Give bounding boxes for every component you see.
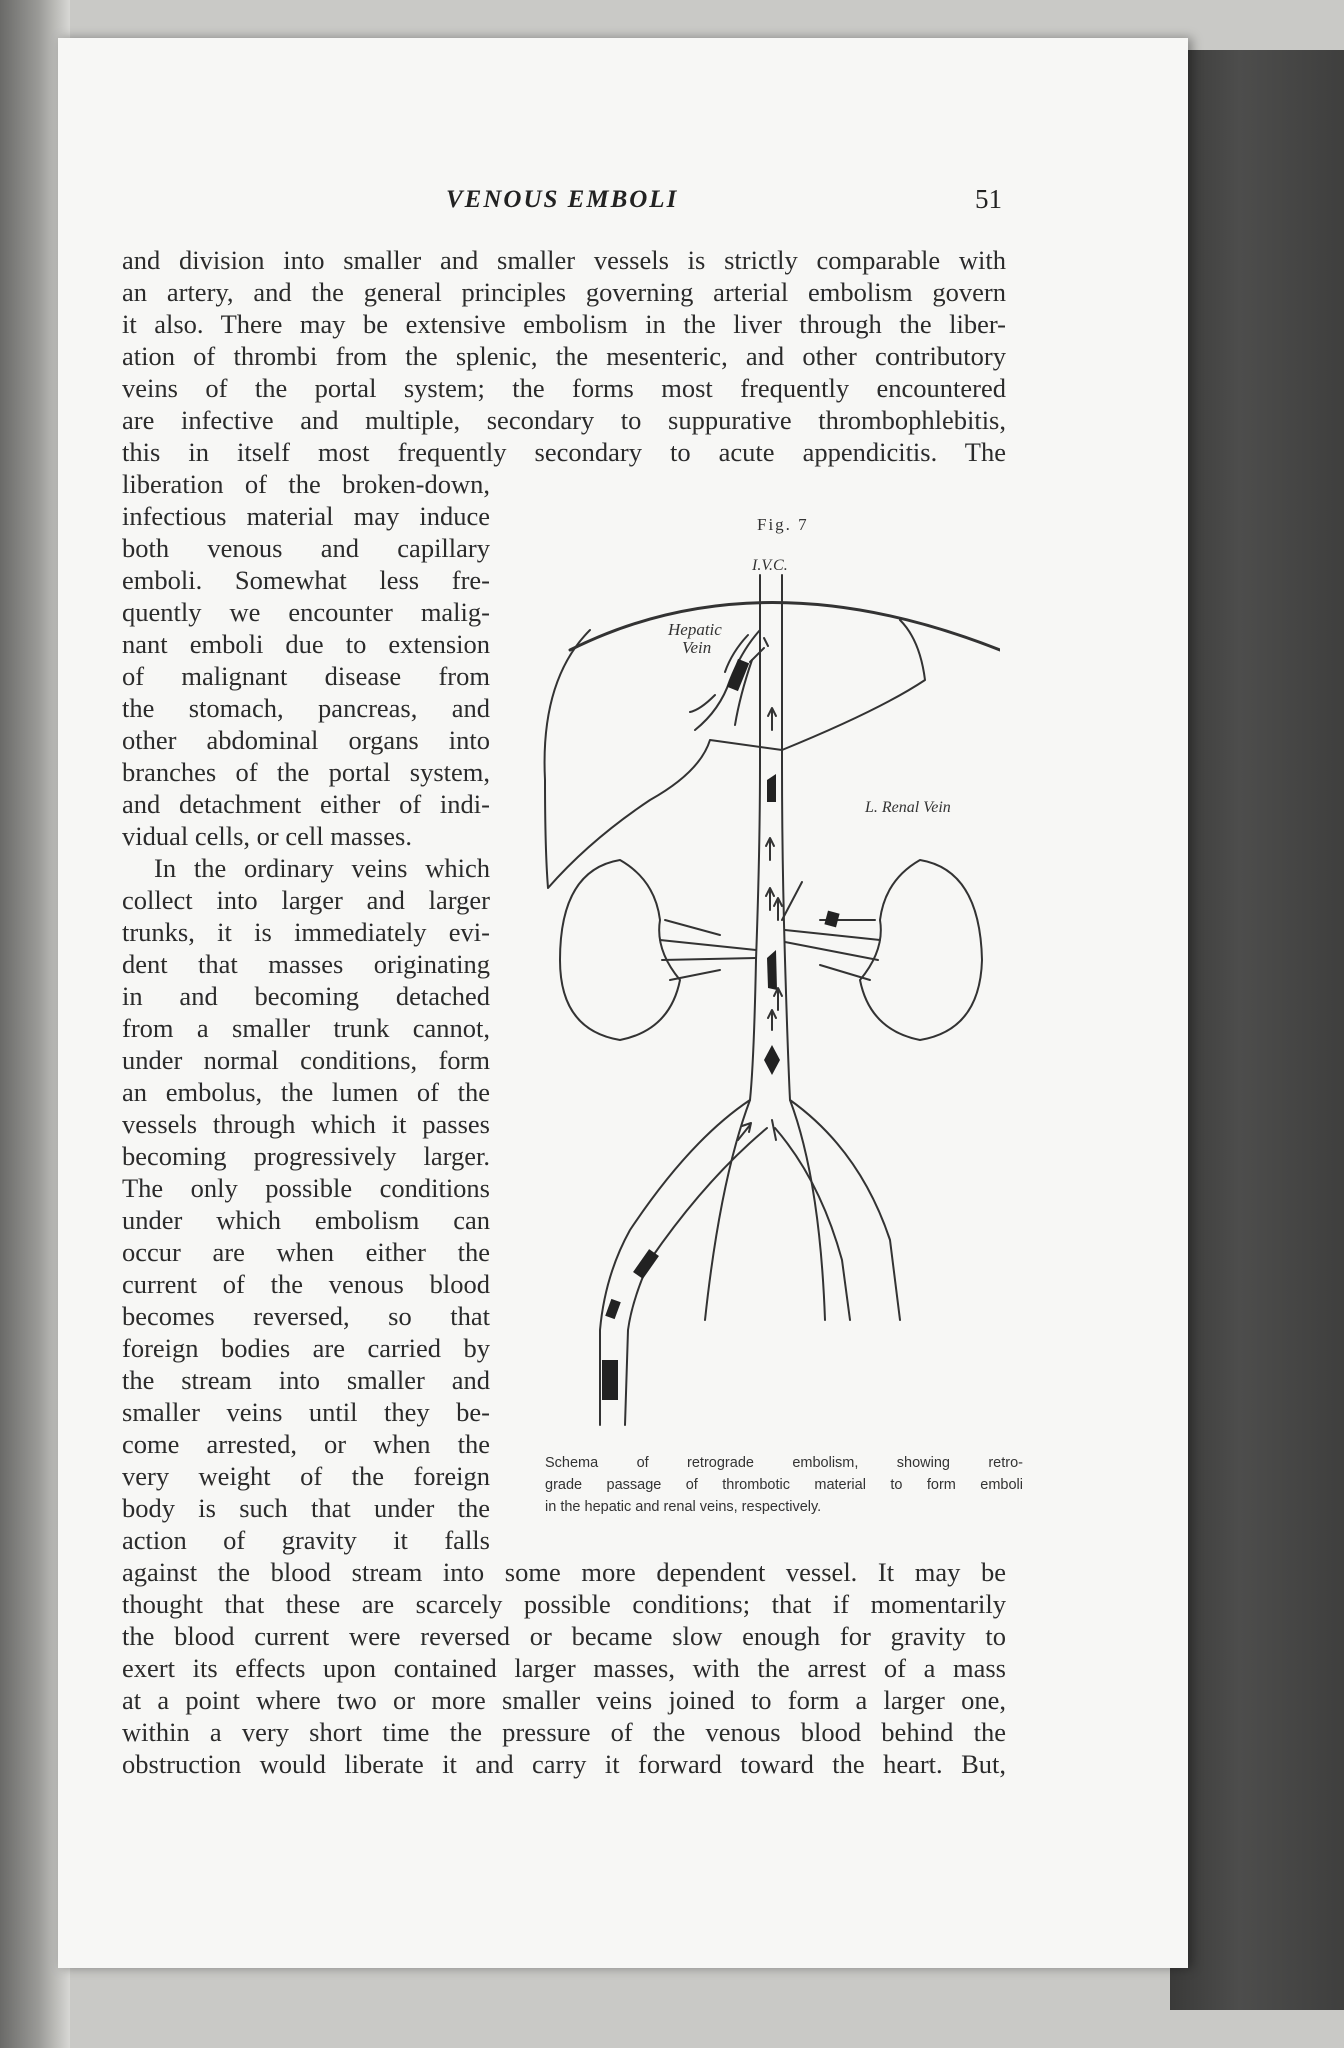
text-line: ation of thrombi from the splenic, the mesenteric, and other contributory <box>122 341 1006 371</box>
flow-arrow <box>768 1010 776 1030</box>
text-line: this in itself most frequently secondary to acute appendicitis. The <box>122 437 1006 467</box>
flow-arrow <box>774 988 782 1010</box>
flow-arrow <box>768 708 776 730</box>
text-line: quently we encounter malig- <box>122 597 490 627</box>
text-line: occur are when either the <box>122 1237 490 1267</box>
text-line: thought that these are scarcely possible conditions; that if momentarily <box>122 1589 1006 1619</box>
text-line: becoming progressively larger. <box>122 1141 490 1171</box>
text-line: current of the venous blood <box>122 1269 490 1299</box>
flow-arrow <box>766 838 774 860</box>
hepatic-embolus <box>727 659 749 691</box>
text-line: trunks, it is immediately evi- <box>122 917 490 947</box>
text-line: both venous and capillary <box>122 533 490 563</box>
text-line: in and becoming detached <box>122 981 490 1011</box>
figure-caption-line: in the hepatic and renal veins, respectively. <box>545 1499 822 1515</box>
text-line: obstruction would liberate it and carry it forward toward the heart. But, <box>122 1749 1006 1779</box>
text-line: nant emboli due to extension <box>122 629 490 659</box>
book-page-edges <box>1170 50 1344 2010</box>
label-hepatic-2: Vein <box>682 638 712 657</box>
right-kidney <box>560 860 680 1040</box>
text-line: an artery, and the general principles governing arterial embolism govern <box>122 277 1006 307</box>
ivc-embolus <box>764 1045 780 1075</box>
text-line: an embolus, the lumen of the <box>122 1077 490 1107</box>
running-head: VENOUS EMBOLI <box>446 186 679 213</box>
flow-arrow <box>766 888 774 910</box>
text-line: exert its effects upon contained larger masses, with the arrest of a mass <box>122 1653 1006 1683</box>
label-hepatic-1: Hepatic <box>668 620 722 639</box>
text-line: collect into larger and larger <box>122 885 490 915</box>
text-line: becomes reversed, so that <box>122 1301 490 1331</box>
text-line: In the ordinary veins which <box>154 853 490 883</box>
iliac-veins <box>600 1100 767 1425</box>
text-line: and division into smaller and smaller vessels is strictly comparable with <box>122 245 1006 275</box>
text-line: smaller veins until they be- <box>122 1397 490 1427</box>
text-line: the blood current were reversed or became slow enough for gravity to <box>122 1621 1006 1651</box>
ivc-embolus <box>767 774 776 802</box>
label-renal: L. Renal Vein <box>865 799 951 816</box>
text-line: veins of the portal system; the forms most frequently encountered <box>122 373 1006 403</box>
text-line: the stomach, pancreas, and <box>122 693 490 723</box>
venous-embolism-diagram <box>520 540 1000 1440</box>
figure-label: Fig. 7 <box>757 515 809 534</box>
renal-pointer <box>782 882 802 920</box>
liver-outline <box>545 620 925 888</box>
renal-embolus <box>824 911 839 928</box>
text-line: of malignant disease from <box>122 661 490 691</box>
left-kidney <box>860 860 982 1040</box>
iliac-embolus <box>633 1249 659 1279</box>
text-line: branches of the portal system, <box>122 757 490 787</box>
text-line: at a point where two or more smaller veins joined to form a larger one, <box>122 1685 1006 1715</box>
text-line: and detachment either of indi- <box>122 789 490 819</box>
text-line: from a smaller trunk cannot, <box>122 1013 490 1043</box>
text-line: emboli. Somewhat less fre- <box>122 565 490 595</box>
text-line: other abdominal organs into <box>122 725 490 755</box>
text-line: body is such that under the <box>122 1493 490 1523</box>
text-line: the stream into smaller and <box>122 1365 490 1395</box>
figure-caption-line: grade passage of thrombotic material to form emboli <box>545 1477 1023 1493</box>
ivc-embolus <box>767 950 777 990</box>
figure-caption-line: Schema of retrograde embolism, showing retro- <box>545 1455 1023 1471</box>
iliac-embolus <box>605 1299 621 1319</box>
text-line: dent that masses originating <box>122 949 490 979</box>
flow-arrow <box>774 898 782 920</box>
text-line: within a very short time the pressure of the venous blood behind the <box>122 1717 1006 1747</box>
text-line: The only possible conditions <box>122 1173 490 1203</box>
label-ivc: I.V.C. <box>752 557 788 574</box>
text-line: come arrested, or when the <box>122 1429 490 1459</box>
text-line: foreign bodies are carried by <box>122 1333 490 1363</box>
text-line: liberation of the broken-down, <box>122 469 490 499</box>
text-line: against the blood stream into some more dependent vessel. It may be <box>122 1557 1006 1587</box>
text-line: it also. There may be extensive embolism in the liver through the liber- <box>122 309 1006 339</box>
text-line: are infective and multiple, secondary to suppurative thrombophlebitis, <box>122 405 1006 435</box>
page-number: 51 <box>975 184 1002 214</box>
text-line: vessels through which it passes <box>122 1109 490 1139</box>
text-line: under normal conditions, form <box>122 1045 490 1075</box>
text-line: very weight of the foreign <box>122 1461 490 1491</box>
iliac-embolus <box>602 1360 618 1400</box>
text-line: under which embolism can <box>122 1205 490 1235</box>
diaphragm-outline <box>570 603 1000 651</box>
text-line: vidual cells, or cell masses. <box>122 821 412 851</box>
text-line: action of gravity it falls <box>122 1525 490 1555</box>
text-line: infectious material may induce <box>122 501 490 531</box>
